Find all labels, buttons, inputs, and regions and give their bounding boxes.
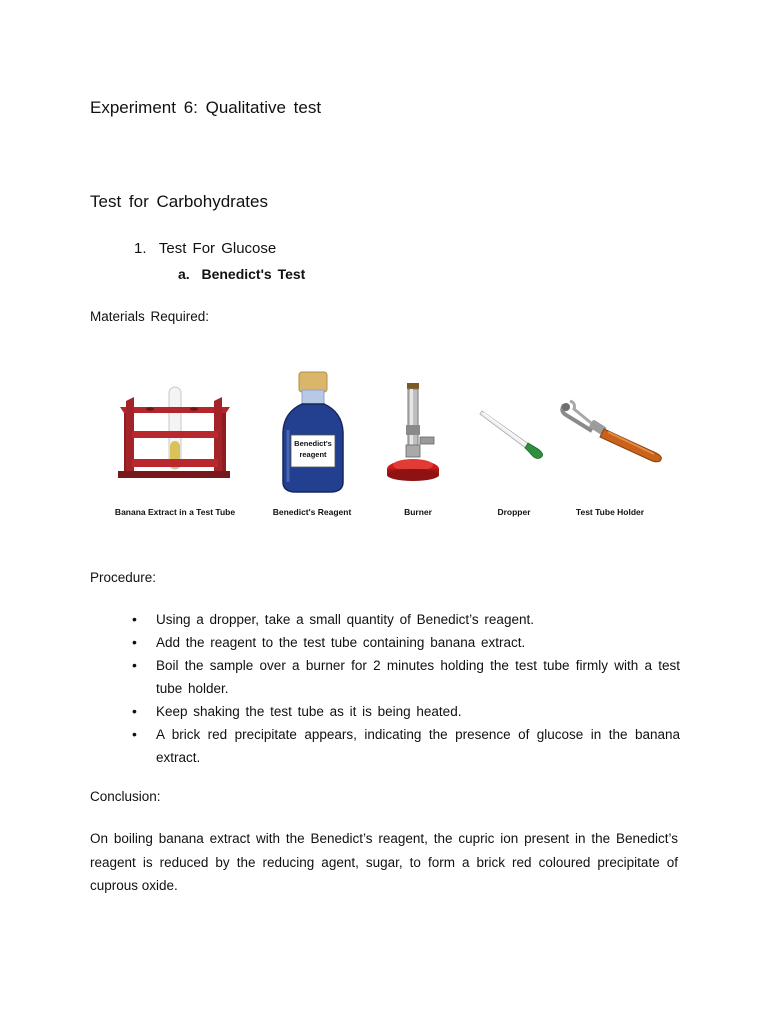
list-item: • Add the reagent to the test tube containing banana extract. (130, 631, 680, 654)
lettered-item (178, 266, 305, 282)
numbered-item-number: 1. (134, 240, 147, 257)
bottle-label-line1: Benedict's (294, 439, 332, 448)
material-caption: Test Tube Holder (575, 507, 645, 517)
lettered-item-letter: a. (178, 266, 190, 282)
procedure-heading: Procedure: (90, 570, 157, 585)
materials-heading: Materials Required: (90, 309, 210, 324)
material-caption: Banana Extract in a Test Tube (114, 507, 236, 517)
list-item: • A brick red precipitate appears, indicating the presence of glucose in the banana extract. (130, 723, 680, 769)
materials-figure (90, 365, 690, 525)
bunsen-burner-icon (386, 381, 448, 483)
list-item: • Keep shaking the test tube as it is being heated. (130, 700, 680, 723)
lettered-item-text: Benedict's Test (201, 266, 306, 282)
reagent-bottle-icon (278, 370, 348, 495)
conclusion-paragraph: On boiling banana extract with the Benedict’s reagent, the cupric ion present in the Benedict’s reagent is reduced by the reducing agent, sugar, to form a brick red coloured precipitate of cuprous oxide. (90, 831, 678, 893)
procedure-list (130, 608, 680, 769)
page-title: Experiment 6: Qualitative test (90, 98, 322, 117)
test-tube-rack-icon (114, 375, 236, 480)
numbered-item-text: Test For Glucose (158, 240, 277, 257)
material-caption: Dropper (497, 507, 531, 517)
dropper-icon (478, 405, 550, 460)
material-caption: Burner (404, 507, 432, 517)
list-item: • Using a dropper, take a small quantity of Benedict’s reagent. (130, 608, 680, 631)
section-heading: Test for Carbohydrates (90, 192, 268, 211)
material-caption: Benedict's Reagent (272, 507, 352, 517)
list-item: • Boil the sample over a burner for 2 minutes holding the test tube firmly with a test tube holder. (130, 654, 680, 700)
numbered-item (134, 240, 276, 257)
bottle-label-line2: reagent (299, 450, 327, 459)
test-tube-holder-icon (556, 399, 666, 463)
conclusion-heading: Conclusion: (90, 789, 161, 804)
